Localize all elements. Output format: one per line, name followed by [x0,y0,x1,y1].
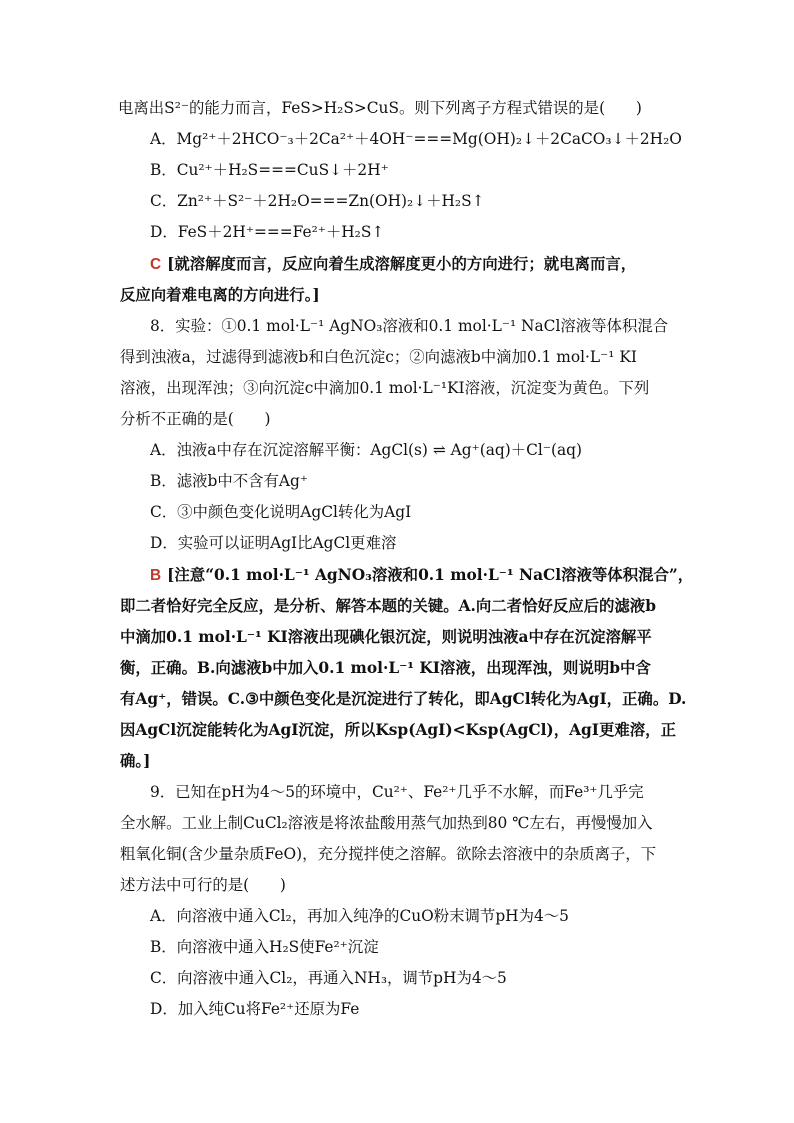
question-9-option-b: B．向溶液中通入H₂S使Fe²⁺沉淀 [150,938,379,956]
question-9-line-2: 全水解。工业上制CuCl₂溶液是将浓盐酸用蒸气加热到80 ℃左右，再慢慢加入 [120,814,653,832]
question-8-line-3: 溶液，出现浑浊；③向沉淀c中滴加0.1 mol·L⁻¹KI溶液，沉淀变为黄色。下列 [120,379,650,397]
answer-8-line-1: B [注意“0.1 mol·L⁻¹ AgNO₃溶液和0.1 mol·L⁻¹ NaCl溶液等体积混合”， [150,566,694,584]
question-7-option-c: C．Zn²⁺＋S²⁻＋2H₂O===Zn(OH)₂↓＋H₂S↑ [150,192,485,210]
question-7-option-d: D．FeS＋2H⁺===Fe²⁺＋H₂S↑ [150,223,385,241]
question-9-option-d: D．加入纯Cu将Fe²⁺还原为Fe [150,1000,360,1018]
answer-8-line-3: 中滴加0.1 mol·L⁻¹ KI溶液出现碘化银沉淀，则说明浊液a中存在沉淀溶解平 [120,628,652,646]
answer-8-line-4: 衡，正确。B.向滤液b中加入0.1 mol·L⁻¹ KI溶液，出现浑浊，则说明b中含 [120,659,651,677]
question-8-line-4: 分析不正确的是( ) [120,410,271,428]
answer-8-line-7: 确。] [120,752,151,770]
question-8-option-b: B．滤液b中不含有Ag⁺ [150,472,308,490]
answer-letter: B [150,567,162,584]
question-9-option-c: C．向溶液中通入Cl₂，再通入NH₃，调节pH为4～5 [150,969,507,987]
question-8-line-2: 得到浊液a，过滤得到滤液b和白色沉淀c；②向滤液b中滴加0.1 mol·L⁻¹ KI [120,348,637,366]
question-7-stem: 电离出S²⁻的能力而言，FeS>H₂S>CuS。则下列离子方程式错误的是( ) [118,99,642,117]
question-7-option-a: A．Mg²⁺＋2HCO⁻₃＋2Ca²⁺＋4OH⁻===Mg(OH)₂↓＋2CaCO₃↓＋2H₂O [150,130,682,148]
answer-8-line-5: 有Ag⁺，错误。C.③中颜色变化是沉淀进行了转化，即AgCl转化为AgI，正确。D. [120,690,687,708]
question-9-line-3: 粗氧化铜(含少量杂质FeO)，充分搅拌使之溶解。欲除去溶液中的杂质离子，下 [120,845,657,863]
question-8-option-d: D．实验可以证明AgI比AgCl更难溶 [150,534,397,552]
answer-7-line-2: 反应向着难电离的方向进行。] [120,286,320,304]
question-9-line-4: 述方法中可行的是( ) [120,876,286,894]
question-8-option-c: C．③中颜色变化说明AgCl转化为AgI [150,503,412,521]
answer-7-line-1: C [就溶解度而言，反应向着生成溶解度更小的方向进行；就电离而言， [150,255,637,273]
answer-8-line-2: 即二者恰好完全反应，是分析、解答本题的关键。A.向二者恰好反应后的滤液b [120,597,656,615]
question-9-option-a: A．向溶液中通入Cl₂，再加入纯净的CuO粉末调节pH为4～5 [150,907,569,925]
question-8-option-a: A．浊液a中存在沉淀溶解平衡：AgCl(s) ⇌ Ag⁺(aq)＋Cl⁻(aq) [150,441,582,459]
answer-8-line-6: 因AgCl沉淀能转化为AgI沉淀，所以Ksp(AgI)<Ksp(AgCl)，AgI更难溶，正 [120,721,676,739]
question-7-option-b: B．Cu²⁺＋H₂S===CuS↓＋2H⁺ [150,161,389,179]
question-8-line-1: 8．实验：①0.1 mol·L⁻¹ AgNO₃溶液和0.1 mol·L⁻¹ NaCl溶液等体积混合 [150,317,669,335]
question-9-line-1: 9．已知在pH为4～5的环境中，Cu²⁺、Fe²⁺几乎不水解，而Fe³⁺几乎完 [150,783,644,801]
answer-letter: C [150,256,162,273]
